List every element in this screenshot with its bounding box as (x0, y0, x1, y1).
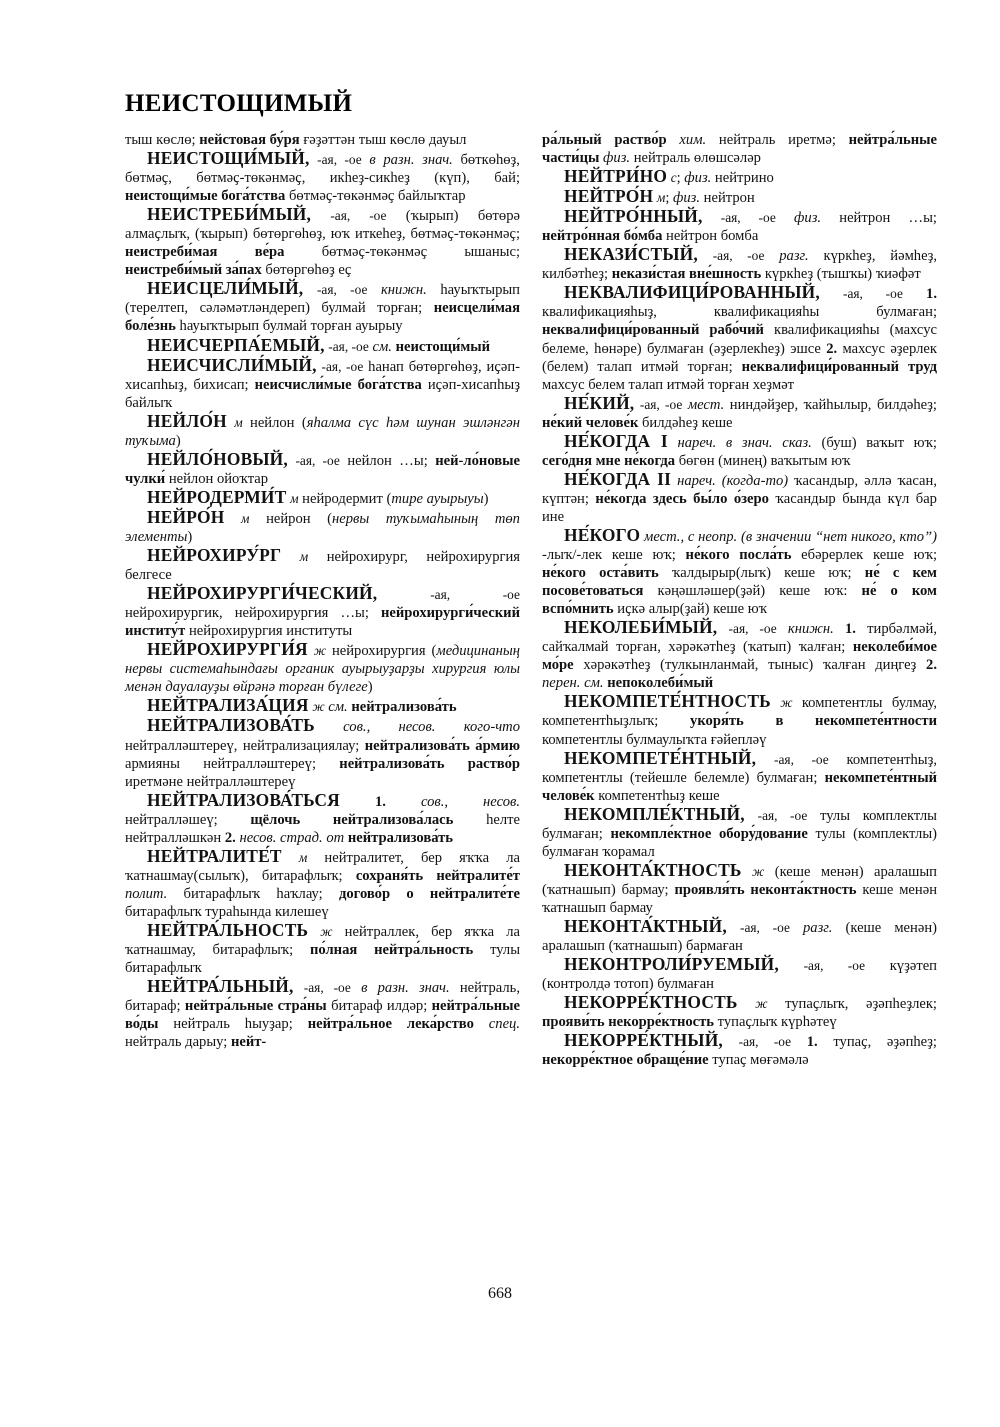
entry-nekvalifitsirovannyy: НЕКВАЛИФИЦИ́РОВАННЫЙ, -ая, -ое 1. квалификацияһыҙ, квалификацияһы булмаған; неквалифици́рованный рабо́чий квалификацияһы (махсус белеме, һөнәре) булмаған (әҙерлекһеҙ) эшсе 2. махсус әҙерлек (белем) талап итмәй торған; неквалифици́рованный труд махсус белем талап итмәй торған хеҙмәт (542, 282, 938, 393)
entry-neistrebimyy: НЕИСТРЕБИ́МЫЙ, -ая, -ое (ҡырып) бөтөрә алмаҫлыҡ, (ҡырып) бөтөргөһөҙ, юҡ иткеһеҙ, бөтмәҫ-төкәнмәҫ; неистреби́мая ве́ра бөтмәҫ-төкәнмәҫ ышаныс; неистреби́мый за́пах бөтөргөһөҙ еҫ (125, 204, 521, 279)
entry-nekontaktnost: НЕКОНТА́КТНОСТЬ ж (кеше менән) аралашып (ҡатнашып) бармау; проявля́ть неконта́ктность кеше менән ҡатнашып бармау (542, 859, 938, 916)
continuation-neistovaya: тыш көслө; нейстовая бу́ря ғәҙәттән тыш көслө дауыл (125, 132, 467, 148)
entry-neyrodermit: НЕЙРОДЕРМИ́Т м нейродермит (тире ауырыуы) (147, 486, 489, 507)
entry-nekolebimyy: НЕКОЛЕБИ́МЫЙ, -ая, -ое книжн. 1. тирбәлмәй, сайҡалмай торған, хәрәкәтһеҙ (ҡатып) ҡалған; неколеби́мое мо́ре хәрәкәтһеҙ (тулкынланмай, тыныс) ҡалған диңгеҙ 2. перен. см. непоколеби́мый (542, 617, 937, 692)
entry-neytronnyy: НЕЙТРО́ННЫЙ, -ая, -ое физ. нейтрон …ы; нейтро́нная бо́мба нейтрон бомба (542, 206, 937, 245)
entry-nekorrektnost: НЕКОРРЕ́КТНОСТЬ ж тупаҫлыҡ, әҙәпһеҙлек; прояви́ть некорре́ктность тупаҫлыҡ күрһәтеү (542, 992, 937, 1031)
continuation-neytralnyy: ра́льный раство́р хим. нейтраль иретмә; нейтра́льные части́цы физ. нейтраль өлөшсәләр (542, 132, 938, 167)
running-head: НЕИСТОЩИМЫЙ (125, 90, 353, 117)
page-number: 668 (488, 1285, 512, 1302)
entry-neytralizatsiya: НЕЙТРАЛИЗА́ЦИЯ ж см. нейтрализова́ть (147, 695, 457, 716)
entry-nekompetentnost: НЕКОМПЕТЕ́НТНОСТЬ ж компетентлы булмау, компетентһыҙлыҡ; укоря́ть в некомпете́нтности компетентлы булмаулыҡта ғәйепләү (542, 691, 937, 748)
entry-neyrokhirurg: НЕЙРОХИРУ́РГ м нейрохирург, нейрохирургия белгесе (125, 545, 520, 584)
entry-nekorrektnyy: НЕКОРРЕ́КТНЫЙ, -ая, -ое 1. тупаҫ, әҙәпһеҙ; некорре́ктное обраще́ние тупаҫ мөғәмәлә (542, 1030, 937, 1069)
entry-nekogda-2: НЕ́КОГДА II нареч. (когда-то) ҡасандыр, әллә ҡасан, күптән; не́когда здесь бы́ло о́зеро ҡасандыр бында күл бар ине (542, 468, 937, 525)
entry-neytrino: НЕЙТРИ́НО с; физ. нейтрино (564, 166, 774, 187)
entry-nekontroliruemyy: НЕКОНТРОЛИ́РУЕМЫЙ, -ая, -ое күҙәтеп (контролдә тотоп) булмаған (542, 954, 937, 993)
entry-neischerpaemyy: НЕИСЧЕРПА́ЕМЫЙ, -ая, -ое см. неистощи́мый (147, 334, 491, 355)
entry-neistoshchimyy: НЕИСТОЩИ́МЫЙ, -ая, -ое в разн. знач. бөткөһөҙ, бөтмәҫ, бөтмәҫ-төкәнмәҫ, икһеҙ-сикһеҙ (күп), бай; неистощи́мые бога́тства бөтмәҫ-төкәнмәҫ байлыҡтар (125, 148, 520, 205)
right-column (542, 131, 937, 1271)
entry-neytralizovatsya: НЕЙТРАЛИЗОВА́ТЬСЯ 1. сов., несов. нейтралләшеү; щёлочь нейтрализова́лась һелте нейтралләшкән 2. несов. страд. от нейтрализова́ть (125, 789, 520, 846)
entry-nekogda-1: НЕ́КОГДА I нареч. в знач. сказ. (буш) ваҡыт юҡ; сего́дня мне не́когда бөгөн (минең) ваҡытым юҡ (542, 430, 937, 469)
entry-neylon: НЕЙЛО́Н м нейлон (яһалма сүс һәм шунан эшләнгән туҡыма) (125, 410, 520, 449)
entry-neytralitet: НЕЙТРАЛИТЕ́Т м нейтралитет, бер яҡҡа ла ҡатнашмау(сылыҡ), битарафлыҡ; сохраня́ть нейтралите́т полит. битарафлыҡ һаҡлау; догово́р о нейтралите́те битарафлыҡ тураһында килешеү (125, 845, 520, 920)
left-column (125, 131, 520, 1271)
text-columns (125, 131, 937, 1271)
entry-neischislimyy: НЕИСЧИСЛИ́МЫЙ, -ая, -ое һанап бөтөргөһөҙ, иҫәп-хисапһыҙ, бихисап; неисчисли́мые бога́тства иҫәп-хисапһыҙ байлыҡ (125, 354, 520, 411)
entry-neytralnyy: НЕЙТРА́ЛЬНЫЙ, -ая, -ое в разн. знач. нейтраль, битараф; нейтра́льные стра́ны битараф илдәр; нейтра́льные во́ды нейтраль һыуҙар; нейтра́льное лека́рство спец. нейтраль дарыу; нейт- (125, 976, 521, 1051)
entry-neyrokhirurgicheskiy: НЕЙРОХИРУРГИ́ЧЕСКИЙ, -ая, -ое нейрохирургик, нейрохирургия …ы; нейрохирурги́ческий институ́т нейрохирургия институты (125, 583, 520, 640)
entry-neytralnost: НЕЙТРА́ЛЬНОСТЬ ж нейтраллек, бер яҡҡа ла ҡатнашмау, битарафлыҡ; по́лная нейтра́льность тулы битарафлыҡ (125, 919, 521, 977)
entry-nekontaktnyy: НЕКОНТА́КТНЫЙ, -ая, -ое разг. (кеше менән) аралашып (ҡатнашып) бармаған (542, 915, 937, 955)
entry-nekompetentnyy: НЕКОМПЕТЕ́НТНЫЙ, -ая, -ое компетентһыҙ, компетентлы (тейешле белемле) булмаған; некомпете́нтный челове́к компетентһыҙ кеше (542, 747, 937, 804)
entry-nekomplektnyy: НЕКОМПЛЕ́КТНЫЙ, -ая, -ое тулы комплектлы булмаған; некомпле́ктное обору́дование тулы (комплектлы) булмаған ҡорамал (542, 803, 937, 860)
entry-neistselimyy: НЕИСЦЕЛИ́МЫЙ, -ая, -ое книжн. һауыҡтырып (терелтеп, сәләмәтләндереп) булмай торған; неисцели́мая боле́знь һауыҡтырып булмай торған ауырыу (125, 278, 520, 335)
entry-nekazistyy: НЕКАЗИ́СТЫЙ, -ая, -ое разг. күркһеҙ, йәмһеҙ, килбәтһеҙ; некази́стая вне́шность күркһеҙ (тышҡы) ҡиәфәт (542, 244, 937, 283)
entry-nekiy: НЕ́КИЙ, -ая, -ое мест. ниндәйҙер, ҡайһылыр, билдәһеҙ; не́кий челове́к билдәһеҙ кеше (542, 392, 937, 431)
entry-neytron: НЕЙТРО́Н м; физ. нейтрон (564, 186, 755, 207)
entry-nekogo: НЕ́КОГО мест., с неопр. (в значении “нет никого, кто”) -лыҡ/-лек кеше юҡ; не́кого посла́ть ебәрерлек кеше юҡ; не́кого оста́вить ҡалдырыр(лыҡ) кеше юҡ; не́ с кем посове́товаться кәңәшләшер(ҙәй) кеше юҡ: не́ о ком вспо́мнить иҫкә алыр(ҙай) кеше юҡ (542, 524, 938, 618)
entry-neytralizovat: НЕЙТРАЛИЗОВА́ТЬ сов., несов. кого-что нейтралләштереү, нейтрализациялау; нейтрализова́ть а́рмию армияны нейтралләштереү; нейтрализова́ть раство́р иретмәне нейтралләштереү (125, 715, 520, 790)
entry-neylonovyy: НЕЙЛО́НОВЫЙ, -ая, -ое нейлон …ы; ней-ло́новые чулки́ нейлон ойоҡтар (125, 448, 520, 487)
entry-neyrokhirurgiya: НЕЙРОХИРУРГИ́Я ж нейрохирургия (медицинаның нервы системаһындағы органик ауырыуҙарҙы хирургия юлы менән дауалауҙы өйрәнә торған бүлеге) (125, 639, 520, 696)
entry-neyron: НЕЙРО́Н м нейрон (нервы туҡымаһының төп элементы) (125, 506, 520, 545)
